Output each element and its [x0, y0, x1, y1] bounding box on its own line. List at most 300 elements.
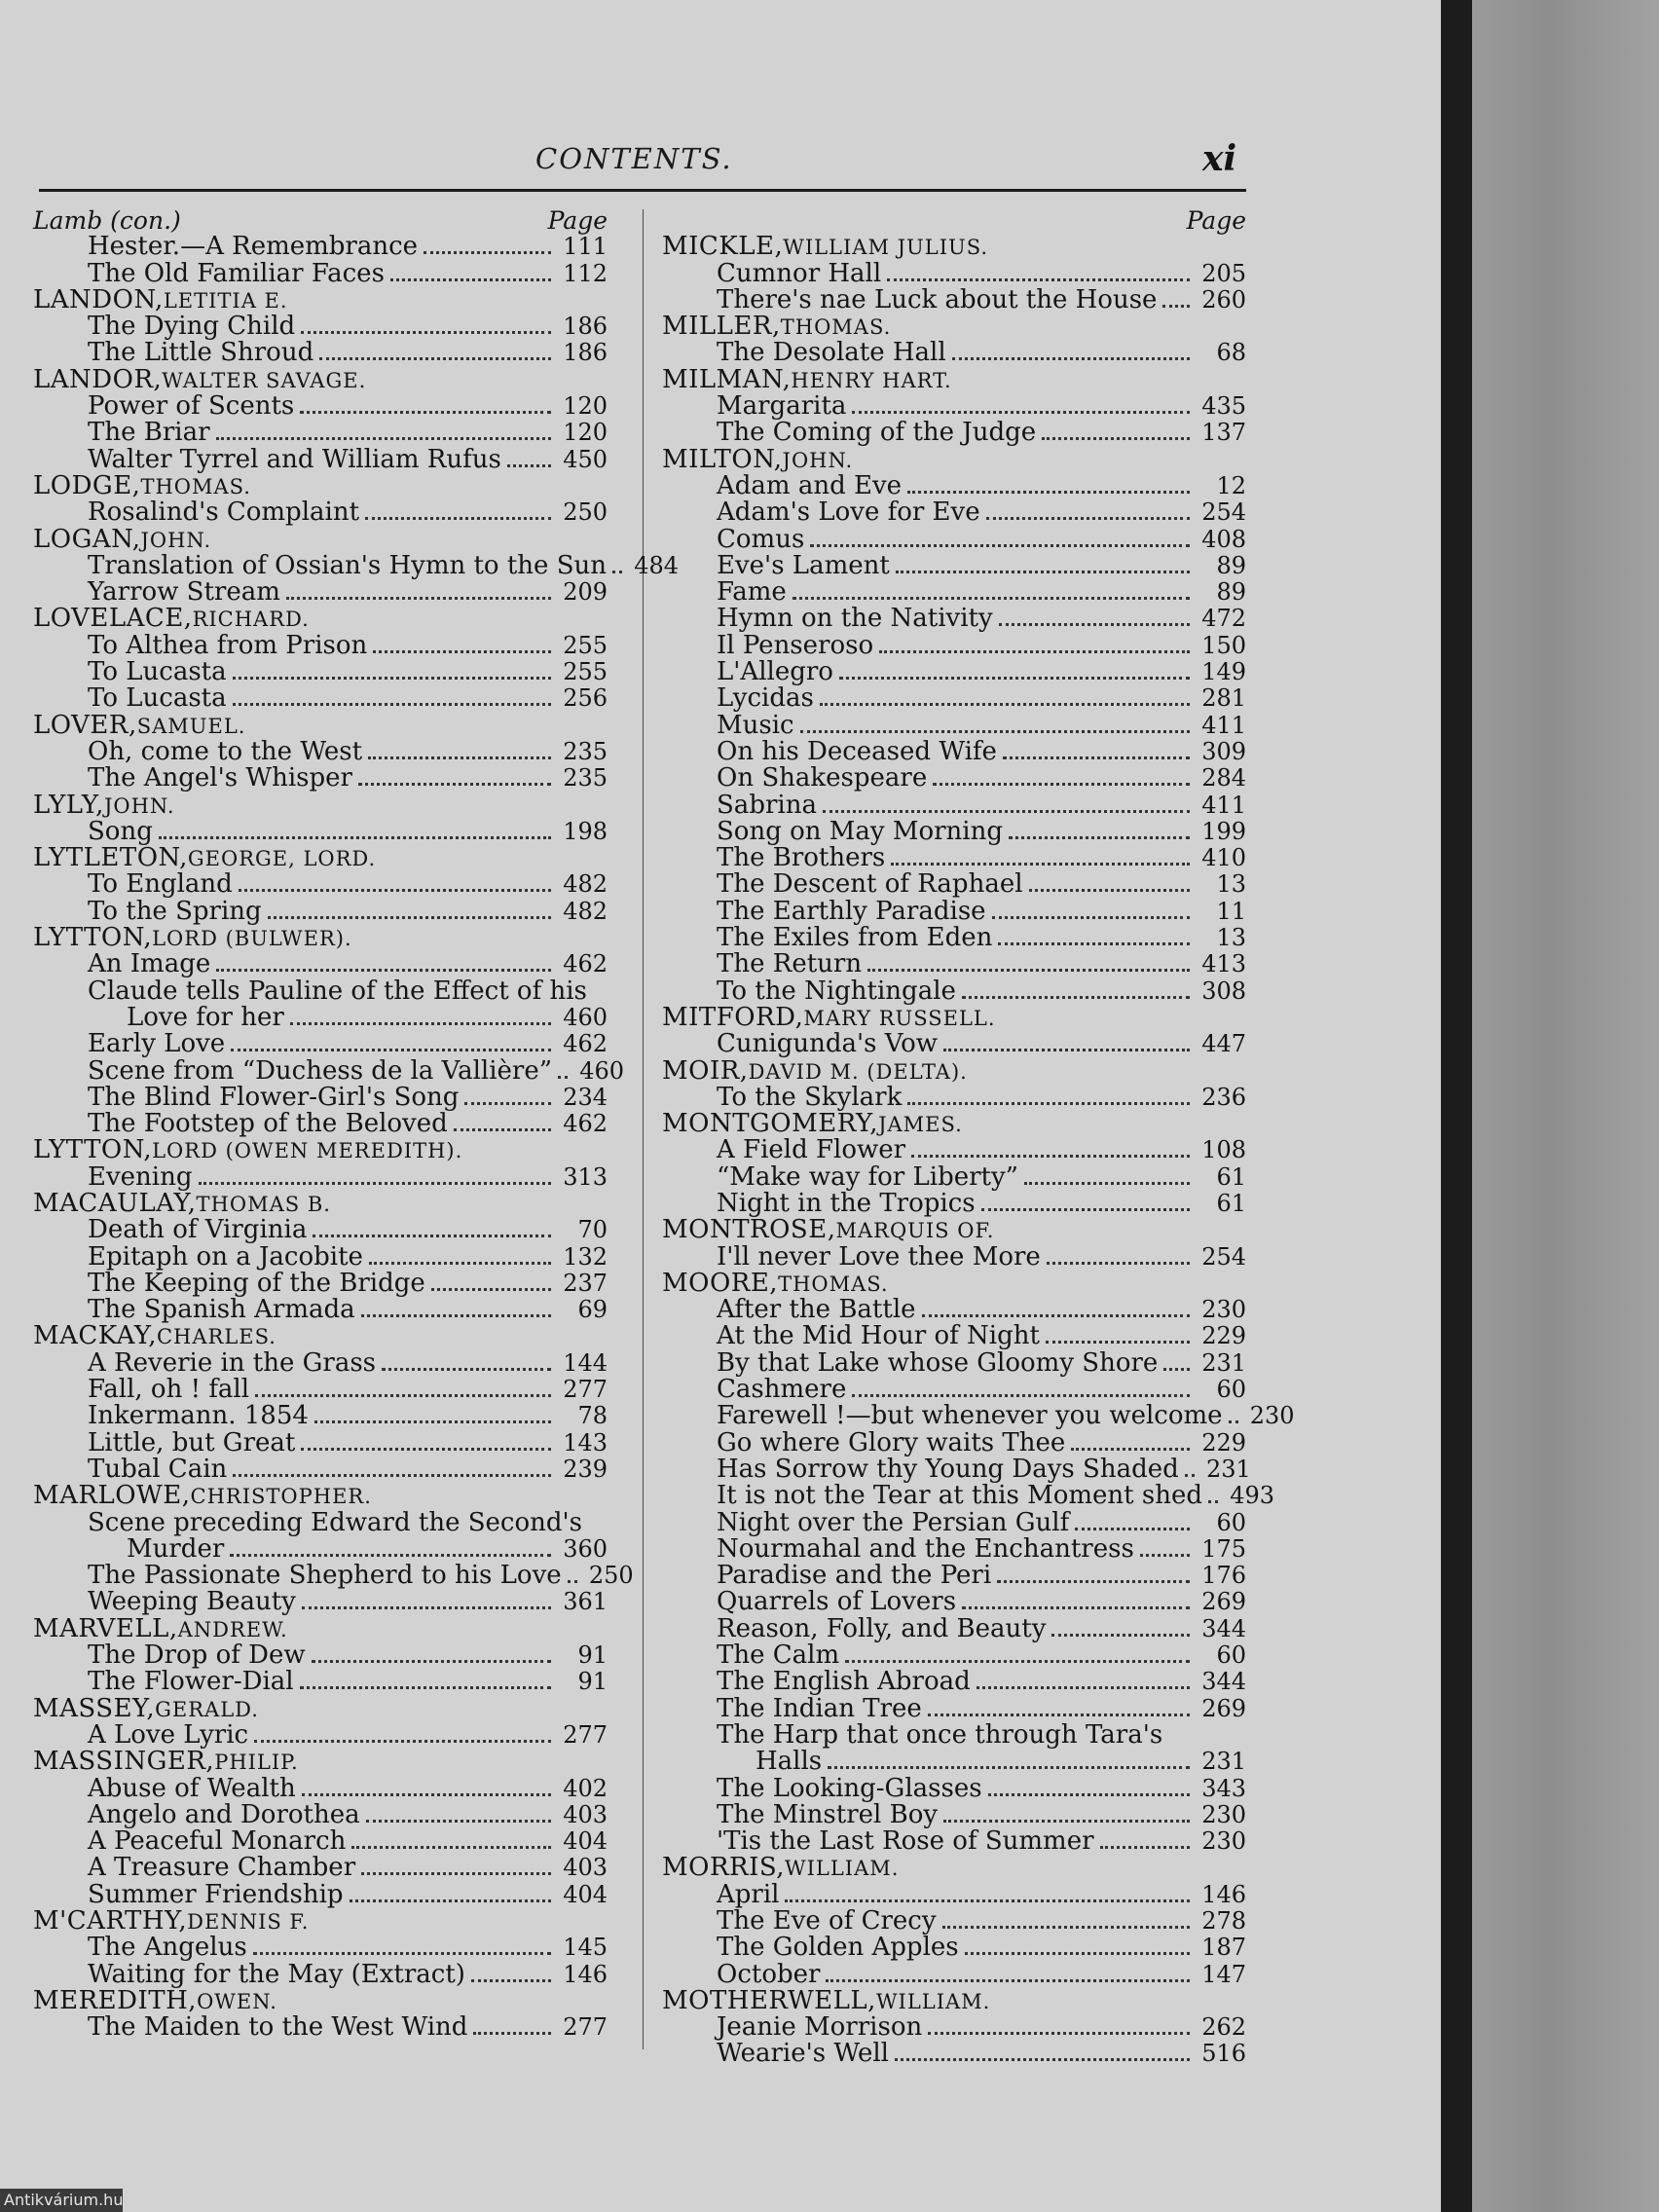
entry-page: 309 [1201, 737, 1246, 765]
dot-leader [230, 1554, 551, 1557]
dot-leader [800, 730, 1190, 733]
column-divider [643, 209, 644, 2049]
entry-row [33, 1799, 608, 1829]
entry-title: The Minstrel Boy [717, 1799, 939, 1829]
dot-leader [1009, 836, 1190, 839]
entry-title: Little, but Great [88, 1427, 296, 1457]
entry-title: Hester.—A Remembrance [88, 232, 419, 262]
author-surname: MILTON, [662, 444, 783, 474]
entry-row [33, 420, 608, 446]
author-heading [33, 845, 608, 871]
author-heading [662, 1111, 1246, 1137]
entry-page: 78 [577, 1402, 608, 1430]
entry-row [33, 1347, 608, 1378]
entry-page: 256 [563, 684, 608, 713]
entry-row [662, 1959, 1246, 1989]
dot-leader [891, 863, 1190, 866]
entry-row [33, 659, 608, 685]
entry-title: The Calm [717, 1641, 840, 1671]
entry-row [662, 925, 1246, 951]
entry-page: 91 [577, 1668, 608, 1696]
left-entries [33, 232, 679, 2043]
entry-row [33, 1031, 608, 1057]
entry-title: The Passionate Shepherd to his Love [88, 1561, 562, 1591]
continued-author-label: Lamb (con.) [33, 206, 181, 235]
entry-title: Jeanie Morrison [717, 2012, 923, 2043]
entry-page: 462 [563, 950, 608, 978]
entry-page: 111 [563, 233, 608, 261]
dot-leader [942, 1926, 1190, 1929]
entry-page: 262 [1201, 2013, 1246, 2042]
entry-title: The Footstep of the Beloved [88, 1109, 448, 1139]
entry-page: 250 [563, 498, 608, 527]
author-surname: MONTGOMERY, [662, 1109, 879, 1139]
entry-title: To the Nightingale [717, 976, 956, 1006]
dot-leader [350, 1899, 551, 1902]
entry-row [662, 1427, 1246, 1457]
entry-page: 61 [1216, 1162, 1246, 1191]
dot-leader [199, 1182, 551, 1185]
dot-leader [826, 1979, 1190, 1982]
author-surname: MICKLE, [662, 232, 784, 262]
entry-title: The Briar [88, 418, 210, 448]
dot-leader [302, 1606, 551, 1609]
entry-title: To the Spring [88, 896, 262, 926]
entry-row [33, 1297, 608, 1323]
entry-row [662, 765, 1246, 792]
dot-leader [390, 278, 551, 281]
dot-leader [911, 1155, 1190, 1158]
dot-leader [1162, 305, 1190, 308]
dot-leader [1024, 1182, 1190, 1185]
entry-title: The Drop of Dew [88, 1641, 306, 1671]
entry-title: Power of Scents [88, 391, 295, 422]
entry-row [662, 550, 1246, 580]
entry-title: To Althea from Prison [88, 630, 368, 660]
entry-row [662, 1347, 1246, 1378]
author-forename: THOMAS. [780, 315, 892, 340]
dot-leader [828, 1766, 1190, 1769]
dot-leader [301, 1448, 551, 1451]
entry-title: Hymn on the Nativity [717, 604, 993, 634]
author-heading [33, 284, 608, 314]
entry-row [33, 234, 608, 260]
entry-page: 146 [563, 1960, 608, 1988]
entry-title: Fall, oh ! fall [88, 1375, 250, 1405]
entry-title: Weeping Beauty [88, 1587, 296, 1617]
entry-page: 413 [1201, 950, 1246, 978]
entry-title: The Eve of Crecy [717, 1906, 937, 1936]
entry-title-continuation: Murder [127, 1533, 225, 1564]
entry-row [662, 2041, 1246, 2067]
dot-leader [302, 1793, 551, 1796]
entry-row [662, 1377, 1246, 1403]
dot-leader [998, 942, 1190, 945]
entry-page: 186 [563, 339, 608, 367]
dot-leader [965, 1952, 1190, 1955]
author-forename: THOMAS. [778, 1272, 889, 1296]
entry-row [33, 499, 608, 526]
entry-page: 13 [1216, 924, 1246, 952]
entry-row [662, 2014, 1246, 2041]
entry-row [662, 816, 1246, 846]
dot-leader [351, 1846, 551, 1849]
dot-leader [867, 969, 1190, 972]
author-forename: PHILIP. [214, 1751, 299, 1775]
entry-page: 112 [563, 259, 608, 287]
entry-title: After the Battle [717, 1295, 916, 1325]
entry-title: Quarrels of Lovers [717, 1587, 957, 1617]
entry-row [662, 1082, 1246, 1112]
entry-page: 278 [1201, 1907, 1246, 1935]
author-forename: ANDREW. [177, 1617, 288, 1641]
entry-row [662, 1031, 1246, 1057]
dot-leader [373, 650, 551, 653]
dot-leader [922, 1314, 1190, 1317]
entry-page: 89 [1216, 551, 1246, 579]
dot-leader [233, 703, 551, 706]
author-heading [662, 313, 1246, 340]
entry-row [33, 2014, 608, 2041]
entry-page: 308 [1201, 977, 1246, 1005]
entry-page: 408 [1201, 525, 1246, 553]
dot-leader [977, 1686, 1190, 1689]
author-surname: MILMAN, [662, 364, 792, 394]
entry-title: Sabrina [717, 790, 817, 820]
author-forename: MARY RUSSELL. [803, 1006, 996, 1030]
dot-leader [365, 517, 551, 520]
author-heading [33, 1908, 608, 1935]
dot-leader [943, 1820, 1190, 1823]
entry-title: On his Deceased Wife [717, 736, 997, 766]
entry-title: The Angel's Whisper [88, 763, 352, 793]
author-forename: JOHN. [140, 528, 212, 552]
entry-page: 198 [563, 817, 608, 845]
author-forename: WILLIAM. [785, 1857, 900, 1881]
entry-page: 344 [1201, 1614, 1246, 1642]
entry-page: 108 [1201, 1136, 1246, 1164]
author-surname: MACKAY, [33, 1321, 157, 1351]
entry-page: 460 [563, 1003, 608, 1031]
entry-page: 343 [1201, 1774, 1246, 1802]
entry-page: 60 [1216, 1641, 1246, 1670]
dot-leader [254, 1740, 551, 1743]
dot-leader [1229, 1420, 1238, 1423]
entry-title: Paradise and the Peri [717, 1561, 992, 1591]
entry-row [33, 1589, 608, 1615]
dot-leader [1051, 1634, 1190, 1637]
author-surname: MOTHERWELL, [662, 1985, 876, 2015]
entry-title: Rosalind's Complaint [88, 498, 360, 528]
entry-row [662, 1401, 1295, 1431]
author-forename: WALTER SAVAGE. [162, 368, 367, 392]
entry-page: 447 [1201, 1030, 1246, 1058]
dot-leader [1163, 1368, 1190, 1371]
entry-title: The Harp that once through Tara's [717, 1719, 1163, 1750]
entry-page: 493 [1230, 1482, 1274, 1510]
entry-row [33, 340, 608, 366]
entry-row [33, 1935, 608, 1961]
background-surface [1472, 0, 1659, 2212]
dot-leader [1140, 1554, 1190, 1557]
entry-row [662, 1589, 1246, 1615]
entry-row [662, 736, 1246, 766]
entry-page: 11 [1216, 897, 1246, 925]
entry-title: Cunigunda's Vow [717, 1029, 939, 1059]
entry-title: Reason, Folly, and Beauty [717, 1613, 1047, 1643]
entry-page: 460 [579, 1056, 625, 1085]
right-column-header [662, 207, 1246, 234]
entry-title: The Little Shroud [88, 338, 314, 368]
author-forename: JOHN. [782, 448, 854, 472]
dot-leader [1075, 1528, 1190, 1530]
author-forename: MARQUIS OF. [835, 1219, 995, 1243]
author-surname: MASSINGER, [33, 1747, 215, 1777]
entry-title: The Golden Apples [717, 1933, 959, 1963]
entry-page: 411 [1201, 791, 1246, 819]
author-forename: CHRISTOPHER. [190, 1485, 372, 1509]
entry-row [33, 978, 608, 1005]
author-heading [33, 470, 608, 500]
entry-title: April [717, 1879, 780, 1909]
entry-row [662, 606, 1246, 632]
dot-leader [507, 464, 551, 467]
author-forename: DENNIS F. [187, 1910, 310, 1934]
entry-row [662, 1799, 1246, 1829]
entry-row [33, 550, 679, 580]
entry-row [662, 1563, 1246, 1589]
entry-row [662, 284, 1246, 314]
dot-leader [943, 1049, 1190, 1051]
entry-title: By that Lake whose Gloomy Shore [717, 1347, 1159, 1378]
entry-title: To Lucasta [88, 683, 227, 714]
right-column [662, 206, 1295, 2069]
author-forename: GEORGE, LORD. [187, 847, 377, 871]
author-heading [33, 364, 608, 394]
dot-leader [366, 1820, 551, 1823]
entry-title: The Descent of Raphael [717, 869, 1023, 900]
dot-leader [999, 623, 1190, 626]
entry-title: Song [88, 816, 153, 846]
entry-row [662, 1297, 1246, 1323]
entry-page: 60 [1216, 1376, 1246, 1404]
entry-row [33, 1855, 608, 1881]
dot-leader [952, 357, 1190, 360]
entry-page: 254 [1201, 1242, 1246, 1271]
dot-leader [981, 1208, 1190, 1211]
dot-leader [286, 597, 551, 600]
entry-page: 277 [563, 1376, 608, 1404]
author-heading [33, 1323, 608, 1349]
entry-page: 143 [563, 1428, 608, 1456]
entry-row [662, 393, 1246, 420]
entry-row [662, 1481, 1274, 1511]
entry-row [662, 1507, 1246, 1537]
entry-title: To the Skylark [717, 1082, 903, 1112]
author-heading [662, 1002, 1246, 1032]
dot-leader [1003, 756, 1190, 759]
author-forename: GERALD. [155, 1697, 259, 1721]
entry-page: 146 [1201, 1880, 1246, 1908]
entry-title: The Old Familiar Faces [88, 258, 385, 288]
dot-leader [986, 517, 1190, 520]
entry-page: 281 [1201, 684, 1246, 713]
dot-leader [300, 411, 551, 414]
dot-leader [255, 1394, 551, 1397]
page-edge-shadow [1441, 0, 1472, 2212]
entry-page: 284 [1201, 764, 1246, 793]
author-forename: THOMAS. [140, 474, 251, 498]
entry-page: 462 [563, 1030, 608, 1058]
entry-row [662, 845, 1246, 871]
author-forename: OWEN. [197, 1989, 277, 2013]
entry-title: The Angelus [88, 1933, 247, 1963]
author-surname: MILLER, [662, 312, 781, 342]
dot-leader [268, 916, 551, 919]
entry-page: 69 [577, 1296, 608, 1324]
dot-leader [907, 491, 1190, 494]
entry-page: 187 [1201, 1934, 1246, 1962]
entry-row [33, 685, 608, 712]
dot-leader [887, 278, 1190, 281]
dot-leader [473, 2032, 551, 2035]
watermark-label: Antikvárium.hu [0, 2189, 123, 2212]
entry-page: 472 [1201, 605, 1246, 633]
entry-row [33, 393, 608, 420]
author-heading [33, 1613, 608, 1643]
entry-page: 410 [1201, 844, 1246, 872]
entry-row [662, 871, 1246, 898]
dot-leader [361, 1872, 551, 1875]
author-surname: MITFORD, [662, 1002, 804, 1032]
entry-row [662, 1719, 1246, 1750]
entry-title: The English Abroad [717, 1667, 971, 1697]
author-surname: MONTROSE, [662, 1215, 836, 1245]
entry-page: 12 [1216, 471, 1246, 499]
entry-page: 482 [563, 870, 608, 899]
entry-page: 199 [1201, 817, 1246, 845]
entry-row [33, 1456, 608, 1483]
author-surname: MOORE, [662, 1268, 779, 1298]
dot-leader [820, 703, 1190, 706]
entry-title: The Blind Flower-Girl's Song [88, 1082, 460, 1112]
author-surname: MORRIS, [662, 1853, 786, 1883]
entry-title: Cashmere [717, 1375, 847, 1405]
author-heading [33, 790, 608, 820]
dot-leader [368, 756, 551, 759]
page-number: xi [1202, 138, 1237, 179]
author-heading [33, 1483, 608, 1509]
dot-leader [928, 2032, 1190, 2035]
entry-page: 402 [563, 1774, 608, 1802]
author-surname: LANDON, [33, 284, 164, 314]
author-forename: JOHN. [103, 793, 175, 818]
entry-row [662, 790, 1246, 820]
entry-row [662, 896, 1246, 926]
entry-page: 239 [563, 1455, 608, 1483]
entry-row [33, 1111, 608, 1137]
entry-page: 120 [563, 419, 608, 447]
author-forename: THOMAS B. [196, 1192, 331, 1216]
author-forename: WILLIAM. [875, 1989, 991, 2013]
dot-leader [314, 1420, 551, 1423]
entry-row [662, 499, 1246, 526]
entry-title: There's nae Luck about the House [717, 284, 1158, 314]
dot-leader [992, 916, 1190, 919]
entry-row [33, 951, 608, 977]
dot-leader [1047, 1262, 1190, 1265]
entry-title: Music [717, 710, 794, 740]
entry-title: The Return [717, 949, 863, 979]
entry-title: Waiting for the May (Extract) [88, 1959, 465, 1989]
dot-leader [962, 1606, 1190, 1609]
entry-title: Oh, come to the West [88, 736, 363, 766]
entry-page: 68 [1216, 339, 1246, 367]
entry-page: 91 [577, 1641, 608, 1670]
dot-leader [895, 2058, 1190, 2061]
dot-leader [233, 1474, 551, 1477]
author-heading [33, 710, 608, 740]
entry-row [33, 1959, 608, 1989]
entry-title: The Dying Child [88, 312, 296, 342]
entry-title: The Exiles from Eden [717, 923, 993, 953]
entry-title: Night over the Persian Gulf [717, 1507, 1070, 1537]
entry-row [662, 340, 1246, 366]
author-heading [662, 1855, 1246, 1881]
author-heading [33, 1985, 608, 2015]
entry-page: 149 [1201, 658, 1246, 686]
entry-page: 230 [1201, 1296, 1246, 1324]
entry-title: Walter Tyrrel and William Rufus [88, 444, 501, 474]
entry-title: A Love Lyric [88, 1719, 249, 1750]
entry-page: 360 [563, 1534, 608, 1563]
entry-page: 277 [563, 1720, 608, 1749]
dot-leader [300, 1686, 551, 1689]
entry-row [662, 258, 1246, 288]
entry-row [662, 1161, 1246, 1192]
entry-title: Yarrow Stream [88, 577, 280, 608]
entry-title: The Maiden to the West Wind [88, 2012, 468, 2043]
entry-page: 61 [1216, 1189, 1246, 1217]
entry-page: 260 [1201, 285, 1246, 313]
entry-row [662, 1137, 1246, 1163]
author-surname: MARLOWE, [33, 1481, 191, 1511]
entry-title: The Keeping of the Bridge [88, 1268, 425, 1298]
author-heading [33, 524, 608, 554]
dot-leader [369, 1262, 551, 1265]
author-surname: MASSEY, [33, 1693, 156, 1723]
entry-row [662, 470, 1246, 500]
entry-title: Nourmahal and the Enchantress [717, 1533, 1134, 1564]
dot-leader [852, 1394, 1190, 1397]
entry-page: 70 [577, 1216, 608, 1244]
entry-row [33, 1268, 608, 1298]
entry-row [662, 1669, 1246, 1695]
entry-page: 484 [634, 551, 679, 579]
entry-title-continuation: Halls [756, 1747, 823, 1777]
author-surname: LYTTON, [33, 1135, 153, 1165]
page-column-label: Page [547, 206, 608, 235]
entry-title: 'Tis the Last Rose of Summer [717, 1826, 1094, 1857]
entry-page: 234 [563, 1083, 608, 1111]
entry-page: 231 [1201, 1348, 1246, 1377]
author-heading [33, 606, 608, 632]
author-surname: LOGAN, [33, 524, 141, 554]
entry-page: 89 [1216, 578, 1246, 607]
entry-row [662, 1188, 1246, 1218]
entry-title: It is not the Tear at this Moment shed [717, 1481, 1202, 1511]
entry-row [33, 765, 608, 792]
